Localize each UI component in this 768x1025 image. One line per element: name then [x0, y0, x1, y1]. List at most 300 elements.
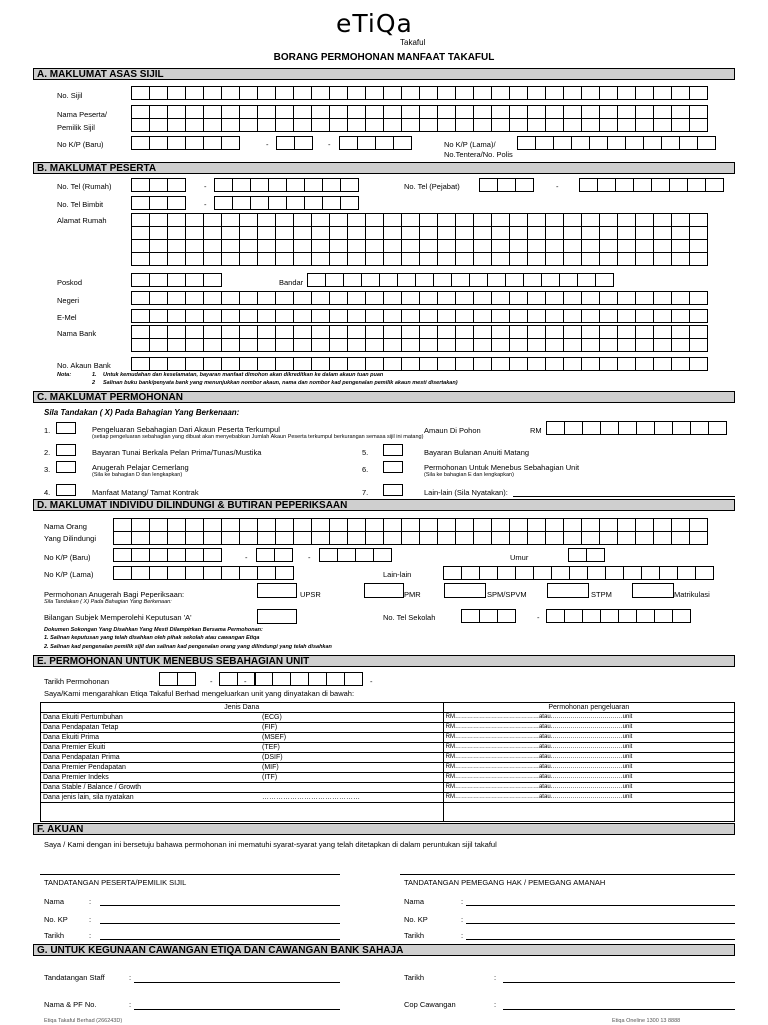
- char-box[interactable]: [689, 291, 708, 305]
- sig-peserta-line[interactable]: [40, 874, 340, 875]
- char-box[interactable]: [365, 252, 384, 266]
- char-box[interactable]: [653, 309, 672, 323]
- char-box[interactable]: [329, 213, 348, 227]
- char-box[interactable]: [523, 273, 542, 287]
- char-box[interactable]: [689, 518, 708, 532]
- char-box[interactable]: [275, 252, 294, 266]
- char-box[interactable]: [239, 118, 258, 132]
- char-box[interactable]: [455, 252, 474, 266]
- char-box[interactable]: [545, 239, 564, 253]
- pmr-checkbox[interactable]: [364, 583, 404, 598]
- char-box[interactable]: [383, 325, 402, 339]
- char-box[interactable]: [221, 518, 240, 532]
- char-box[interactable]: [595, 273, 614, 287]
- char-box[interactable]: [250, 178, 269, 192]
- char-box[interactable]: [167, 566, 186, 580]
- fund-amount-field[interactable]: RM……………………………………atau………………………………unit: [443, 793, 734, 803]
- char-box[interactable]: [203, 239, 222, 253]
- char-box[interactable]: [617, 531, 636, 545]
- char-box[interactable]: [275, 86, 294, 100]
- char-box[interactable]: [185, 213, 204, 227]
- char-box[interactable]: [509, 291, 528, 305]
- char-box[interactable]: [347, 252, 366, 266]
- char-box[interactable]: [617, 213, 636, 227]
- char-box[interactable]: [221, 105, 240, 119]
- alamat-row-2[interactable]: [132, 226, 708, 240]
- char-box[interactable]: [275, 226, 294, 240]
- char-box[interactable]: [437, 357, 456, 371]
- char-box[interactable]: [527, 86, 546, 100]
- char-box[interactable]: [131, 531, 150, 545]
- char-box[interactable]: [437, 118, 456, 132]
- char-box[interactable]: [599, 338, 618, 352]
- char-box[interactable]: [469, 273, 488, 287]
- char-box[interactable]: [365, 105, 384, 119]
- char-box[interactable]: [419, 518, 438, 532]
- char-box[interactable]: [443, 566, 462, 580]
- char-box[interactable]: [617, 105, 636, 119]
- char-box[interactable]: [185, 531, 204, 545]
- char-box[interactable]: [329, 118, 348, 132]
- char-box[interactable]: [653, 291, 672, 305]
- char-box[interactable]: [311, 325, 330, 339]
- char-box[interactable]: [383, 531, 402, 545]
- tarikh-g-line[interactable]: [503, 982, 735, 983]
- char-box[interactable]: [563, 518, 582, 532]
- char-box[interactable]: [617, 252, 636, 266]
- char-box[interactable]: [214, 196, 233, 210]
- char-box[interactable]: [653, 325, 672, 339]
- char-box[interactable]: [113, 548, 132, 562]
- fund-amount-field[interactable]: RM……………………………………atau………………………………unit: [443, 763, 734, 773]
- char-box[interactable]: [214, 178, 233, 192]
- char-box[interactable]: [401, 518, 420, 532]
- char-box[interactable]: [239, 213, 258, 227]
- char-box[interactable]: [653, 338, 672, 352]
- char-box[interactable]: [239, 325, 258, 339]
- tel-pejabat-1[interactable]: [480, 178, 534, 192]
- char-box[interactable]: [671, 226, 690, 240]
- char-box[interactable]: [545, 86, 564, 100]
- char-box[interactable]: [473, 105, 492, 119]
- char-box[interactable]: [587, 566, 606, 580]
- char-box[interactable]: [361, 273, 380, 287]
- char-box[interactable]: [293, 86, 312, 100]
- char-box[interactable]: [347, 118, 366, 132]
- char-box[interactable]: [419, 213, 438, 227]
- char-box[interactable]: [581, 252, 600, 266]
- char-box[interactable]: [347, 325, 366, 339]
- char-box[interactable]: [509, 86, 528, 100]
- char-box[interactable]: [149, 105, 168, 119]
- char-box[interactable]: [286, 196, 305, 210]
- char-box[interactable]: [290, 672, 309, 686]
- char-box[interactable]: [203, 518, 222, 532]
- char-box[interactable]: [293, 239, 312, 253]
- char-box[interactable]: [393, 136, 412, 150]
- char-box[interactable]: [581, 291, 600, 305]
- char-box[interactable]: [586, 548, 605, 562]
- char-box[interactable]: [347, 338, 366, 352]
- char-box[interactable]: [708, 421, 727, 435]
- upsr-checkbox[interactable]: [257, 583, 297, 598]
- char-box[interactable]: [167, 136, 186, 150]
- char-box[interactable]: [671, 239, 690, 253]
- char-box[interactable]: [509, 357, 528, 371]
- char-box[interactable]: [559, 273, 578, 287]
- char-box[interactable]: [239, 86, 258, 100]
- kp-baru-d-2[interactable]: [257, 548, 293, 562]
- char-box[interactable]: [221, 118, 240, 132]
- char-box[interactable]: [473, 239, 492, 253]
- char-box[interactable]: [563, 357, 582, 371]
- char-box[interactable]: [329, 105, 348, 119]
- nama-peserta-boxes-2[interactable]: [132, 118, 708, 132]
- char-box[interactable]: [617, 226, 636, 240]
- char-box[interactable]: [322, 196, 341, 210]
- char-box[interactable]: [239, 566, 258, 580]
- char-box[interactable]: [563, 309, 582, 323]
- char-box[interactable]: [461, 609, 480, 623]
- char-box[interactable]: [221, 86, 240, 100]
- char-box[interactable]: [654, 609, 673, 623]
- char-box[interactable]: [671, 338, 690, 352]
- char-box[interactable]: [415, 273, 434, 287]
- char-box[interactable]: [527, 213, 546, 227]
- fund-amount-field[interactable]: RM……………………………………atau………………………………unit: [443, 783, 734, 793]
- char-box[interactable]: [689, 226, 708, 240]
- lain-lain-boxes[interactable]: [444, 566, 714, 580]
- no-sijil-boxes[interactable]: [132, 86, 708, 100]
- char-box[interactable]: [636, 609, 655, 623]
- char-box[interactable]: [599, 252, 618, 266]
- sig-pemegang-line[interactable]: [400, 874, 735, 875]
- char-box[interactable]: [697, 136, 716, 150]
- char-box[interactable]: [419, 226, 438, 240]
- char-box[interactable]: [365, 86, 384, 100]
- char-box[interactable]: [633, 178, 652, 192]
- char-box[interactable]: [491, 531, 510, 545]
- char-box[interactable]: [347, 518, 366, 532]
- kp-lama-d[interactable]: [114, 566, 294, 580]
- char-box[interactable]: [599, 239, 618, 253]
- char-box[interactable]: [365, 325, 384, 339]
- char-box[interactable]: [365, 226, 384, 240]
- char-box[interactable]: [545, 213, 564, 227]
- char-box[interactable]: [257, 86, 276, 100]
- char-box[interactable]: [671, 118, 690, 132]
- char-box[interactable]: [491, 86, 510, 100]
- char-box[interactable]: [545, 226, 564, 240]
- char-box[interactable]: [257, 357, 276, 371]
- char-box[interactable]: [275, 118, 294, 132]
- bandar-boxes[interactable]: [308, 273, 614, 287]
- char-box[interactable]: [185, 118, 204, 132]
- char-box[interactable]: [401, 309, 420, 323]
- char-box[interactable]: [221, 309, 240, 323]
- char-box[interactable]: [455, 338, 474, 352]
- char-box[interactable]: [347, 213, 366, 227]
- char-box[interactable]: [491, 105, 510, 119]
- char-box[interactable]: [311, 291, 330, 305]
- char-box[interactable]: [437, 291, 456, 305]
- char-box[interactable]: [437, 325, 456, 339]
- umur-boxes[interactable]: [569, 548, 605, 562]
- char-box[interactable]: [545, 291, 564, 305]
- char-box[interactable]: [515, 566, 534, 580]
- char-box[interactable]: [689, 357, 708, 371]
- char-box[interactable]: [581, 357, 600, 371]
- alamat-row-3[interactable]: [132, 239, 708, 253]
- char-box[interactable]: [491, 118, 510, 132]
- char-box[interactable]: [149, 518, 168, 532]
- char-box[interactable]: [275, 309, 294, 323]
- char-box[interactable]: [401, 291, 420, 305]
- char-box[interactable]: [167, 196, 186, 210]
- char-box[interactable]: [635, 325, 654, 339]
- char-box[interactable]: [509, 239, 528, 253]
- char-box[interactable]: [597, 178, 616, 192]
- char-box[interactable]: [451, 273, 470, 287]
- char-box[interactable]: [167, 518, 186, 532]
- nama-f1-line[interactable]: [100, 905, 340, 906]
- char-box[interactable]: [329, 252, 348, 266]
- char-box[interactable]: [131, 226, 150, 240]
- char-box[interactable]: [625, 136, 644, 150]
- char-box[interactable]: [455, 325, 474, 339]
- char-box[interactable]: [149, 291, 168, 305]
- char-box[interactable]: [239, 309, 258, 323]
- nama-dilindungi-1[interactable]: [114, 518, 708, 532]
- char-box[interactable]: [239, 105, 258, 119]
- char-box[interactable]: [641, 566, 660, 580]
- char-box[interactable]: [473, 213, 492, 227]
- char-box[interactable]: [347, 531, 366, 545]
- char-box[interactable]: [365, 239, 384, 253]
- char-box[interactable]: [689, 338, 708, 352]
- char-box[interactable]: [383, 213, 402, 227]
- char-box[interactable]: [159, 672, 178, 686]
- char-box[interactable]: [635, 226, 654, 240]
- char-box[interactable]: [275, 357, 294, 371]
- negeri-boxes[interactable]: [132, 291, 708, 305]
- char-box[interactable]: [618, 609, 637, 623]
- char-box[interactable]: [671, 86, 690, 100]
- char-box[interactable]: [617, 325, 636, 339]
- char-box[interactable]: [563, 213, 582, 227]
- char-box[interactable]: [340, 196, 359, 210]
- bil-subjek-box[interactable]: [257, 609, 297, 624]
- char-box[interactable]: [131, 325, 150, 339]
- char-box[interactable]: [401, 105, 420, 119]
- char-box[interactable]: [293, 357, 312, 371]
- char-box[interactable]: [185, 86, 204, 100]
- char-box[interactable]: [581, 105, 600, 119]
- char-box[interactable]: [568, 548, 587, 562]
- char-box[interactable]: [497, 609, 516, 623]
- char-box[interactable]: [599, 325, 618, 339]
- char-box[interactable]: [517, 136, 536, 150]
- char-box[interactable]: [635, 213, 654, 227]
- opt-3-checkbox[interactable]: [56, 461, 76, 473]
- char-box[interactable]: [185, 273, 204, 287]
- char-box[interactable]: [635, 239, 654, 253]
- tel-rumah-1[interactable]: [132, 178, 186, 192]
- char-box[interactable]: [582, 421, 601, 435]
- char-box[interactable]: [329, 357, 348, 371]
- char-box[interactable]: [203, 252, 222, 266]
- char-box[interactable]: [473, 357, 492, 371]
- char-box[interactable]: [419, 105, 438, 119]
- char-box[interactable]: [365, 118, 384, 132]
- char-box[interactable]: [203, 136, 222, 150]
- tarikh-f2-line[interactable]: [466, 939, 735, 940]
- char-box[interactable]: [254, 672, 273, 686]
- fund-amount-field[interactable]: RM……………………………………atau………………………………unit: [443, 743, 734, 753]
- char-box[interactable]: [383, 86, 402, 100]
- char-box[interactable]: [383, 118, 402, 132]
- char-box[interactable]: [185, 518, 204, 532]
- char-box[interactable]: [455, 86, 474, 100]
- char-box[interactable]: [268, 196, 287, 210]
- char-box[interactable]: [581, 338, 600, 352]
- char-box[interactable]: [545, 531, 564, 545]
- char-box[interactable]: [149, 118, 168, 132]
- char-box[interactable]: [329, 226, 348, 240]
- matrik-checkbox[interactable]: [632, 583, 674, 598]
- nama-peserta-boxes-1[interactable]: [132, 105, 708, 119]
- char-box[interactable]: [239, 338, 258, 352]
- char-box[interactable]: [167, 291, 186, 305]
- spm-checkbox[interactable]: [444, 583, 486, 598]
- char-box[interactable]: [375, 136, 394, 150]
- char-box[interactable]: [527, 252, 546, 266]
- char-box[interactable]: [533, 566, 552, 580]
- char-box[interactable]: [599, 118, 618, 132]
- char-box[interactable]: [149, 325, 168, 339]
- char-box[interactable]: [149, 357, 168, 371]
- char-box[interactable]: [322, 178, 341, 192]
- char-box[interactable]: [383, 105, 402, 119]
- char-box[interactable]: [563, 105, 582, 119]
- char-box[interactable]: [419, 357, 438, 371]
- char-box[interactable]: [599, 357, 618, 371]
- char-box[interactable]: [167, 338, 186, 352]
- char-box[interactable]: [563, 325, 582, 339]
- char-box[interactable]: [617, 86, 636, 100]
- char-box[interactable]: [203, 338, 222, 352]
- char-box[interactable]: [275, 239, 294, 253]
- char-box[interactable]: [339, 136, 358, 150]
- char-box[interactable]: [311, 338, 330, 352]
- char-box[interactable]: [383, 226, 402, 240]
- char-box[interactable]: [497, 566, 516, 580]
- char-box[interactable]: [149, 213, 168, 227]
- char-box[interactable]: [546, 609, 565, 623]
- char-box[interactable]: [329, 338, 348, 352]
- char-box[interactable]: [535, 136, 554, 150]
- char-box[interactable]: [383, 309, 402, 323]
- char-box[interactable]: [347, 226, 366, 240]
- char-box[interactable]: [293, 226, 312, 240]
- char-box[interactable]: [541, 273, 560, 287]
- char-box[interactable]: [437, 518, 456, 532]
- char-box[interactable]: [473, 86, 492, 100]
- char-box[interactable]: [293, 531, 312, 545]
- char-box[interactable]: [167, 213, 186, 227]
- char-box[interactable]: [690, 421, 709, 435]
- char-box[interactable]: [695, 566, 714, 580]
- char-box[interactable]: [149, 196, 168, 210]
- char-box[interactable]: [607, 136, 626, 150]
- char-box[interactable]: [293, 291, 312, 305]
- char-box[interactable]: [257, 252, 276, 266]
- char-box[interactable]: [221, 338, 240, 352]
- char-box[interactable]: [689, 239, 708, 253]
- char-box[interactable]: [203, 118, 222, 132]
- char-box[interactable]: [679, 136, 698, 150]
- char-box[interactable]: [419, 239, 438, 253]
- char-box[interactable]: [689, 86, 708, 100]
- char-box[interactable]: [419, 291, 438, 305]
- char-box[interactable]: [437, 239, 456, 253]
- char-box[interactable]: [509, 226, 528, 240]
- char-box[interactable]: [203, 548, 222, 562]
- char-box[interactable]: [203, 105, 222, 119]
- char-box[interactable]: [509, 213, 528, 227]
- char-box[interactable]: [617, 118, 636, 132]
- kp-baru-a-2[interactable]: [277, 136, 313, 150]
- char-box[interactable]: [553, 136, 572, 150]
- char-box[interactable]: [257, 566, 276, 580]
- char-box[interactable]: [473, 252, 492, 266]
- char-box[interactable]: [257, 325, 276, 339]
- tarikh-year[interactable]: [255, 672, 363, 686]
- char-box[interactable]: [527, 291, 546, 305]
- char-box[interactable]: [203, 226, 222, 240]
- char-box[interactable]: [185, 309, 204, 323]
- fund-amount-field[interactable]: RM……………………………………atau………………………………unit: [443, 733, 734, 743]
- char-box[interactable]: [515, 178, 534, 192]
- char-box[interactable]: [599, 213, 618, 227]
- char-box[interactable]: [599, 105, 618, 119]
- char-box[interactable]: [617, 309, 636, 323]
- char-box[interactable]: [401, 239, 420, 253]
- char-box[interactable]: [623, 566, 642, 580]
- char-box[interactable]: [344, 672, 363, 686]
- char-box[interactable]: [319, 548, 338, 562]
- char-box[interactable]: [581, 213, 600, 227]
- char-box[interactable]: [383, 338, 402, 352]
- char-box[interactable]: [239, 357, 258, 371]
- char-box[interactable]: [311, 518, 330, 532]
- char-box[interactable]: [509, 338, 528, 352]
- char-box[interactable]: [239, 252, 258, 266]
- char-box[interactable]: [293, 325, 312, 339]
- char-box[interactable]: [671, 357, 690, 371]
- char-box[interactable]: [293, 118, 312, 132]
- char-box[interactable]: [563, 226, 582, 240]
- kp-lama-a[interactable]: [518, 136, 716, 150]
- char-box[interactable]: [433, 273, 452, 287]
- char-box[interactable]: [509, 118, 528, 132]
- char-box[interactable]: [617, 338, 636, 352]
- char-box[interactable]: [185, 105, 204, 119]
- char-box[interactable]: [455, 357, 474, 371]
- char-box[interactable]: [329, 531, 348, 545]
- char-box[interactable]: [635, 118, 654, 132]
- tel-bimbit-1[interactable]: [132, 196, 186, 210]
